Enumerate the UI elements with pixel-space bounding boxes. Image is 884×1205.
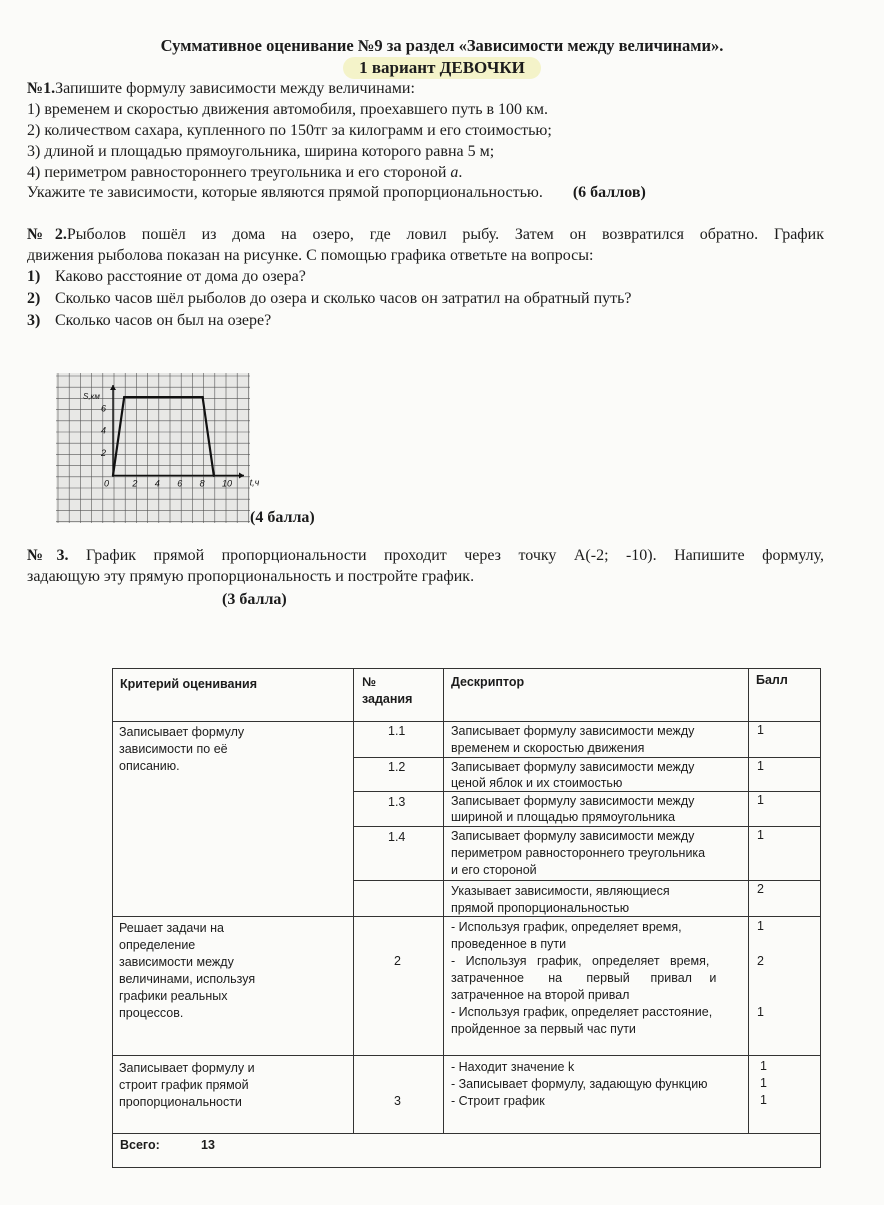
task1-item-4-end: . [458,164,463,181]
group3-score-1: 1 [760,1059,767,1073]
task3-points: (3 балла) [222,591,287,608]
task1-item-1: 1) временем и скоростью движения автомобиля, проехавшего путь в 100 км. [27,101,548,118]
task1-question-text: Укажите те зависимости, которые являются прямой пропорциональностью. [27,184,543,201]
table-header-sep [112,721,821,722]
table-border-right [820,668,821,1168]
row-1-2-score: 1 [757,759,764,773]
table-group-sep-2 [112,1055,821,1056]
row-1-3-score: 1 [757,793,764,807]
task2-q3-num: 3) [27,312,41,329]
group3-criterion-line1: Записывает формулу и [119,1061,255,1075]
task2-points: (4 балла) [250,509,315,526]
task2-q2-text: Сколько часов шёл рыболов до озера и сколько часов он затратил на обратный путь? [55,290,632,307]
group2-criterion-line6: процессов. [119,1006,184,1020]
group1-criterion-line2: зависимости по её [119,742,228,756]
task1-item-4 [27,164,462,182]
row-1-4-desc-3: и его стороной [451,863,537,877]
task2-question-2 [27,290,632,308]
row-1-2-desc-2: ценой яблок и их стоимостью [451,776,623,790]
task3-number: №3. [27,547,69,564]
y-tick-label: 6 [101,403,107,414]
task1-intro [27,80,415,98]
y-tick-label: 2 [101,448,107,459]
x-tick-label: 4 [154,478,160,489]
row-1-2-desc-1: Записывает формулу зависимости между [451,760,695,774]
task1-number: №1. [27,80,56,97]
group2-desc-3: - Используя график, определяет время, [451,954,710,968]
distance-point [123,396,125,398]
task1-item-4-text: 4) периметром равностороннего треугольника и его стороной [27,164,451,181]
task2-q1-num: 1) [27,268,41,285]
task2-text-line2: движения рыболова показан на рисунке. С помощью графика ответьте на вопросы: [27,247,594,264]
task1-question [27,184,646,202]
group3-desc-3: - Строит график [451,1094,545,1108]
group2-criterion-line3: зависимости между [119,955,234,969]
table-row-sep-3 [353,826,821,827]
row-1-2-no: 1.2 [388,760,406,774]
row-1-4-no: 1.4 [388,830,406,844]
row-1-1-desc-1: Записывает формулу зависимости между [451,724,695,738]
distance-point [201,396,203,398]
distance-point [112,474,114,476]
x-axis-label: t,ч [249,477,260,488]
group3-score-2: 1 [760,1076,767,1090]
group3-score-3: 1 [760,1093,767,1107]
task2-question-1 [27,268,306,286]
distance-point [213,474,215,476]
header-task-no-2: задания [362,692,413,706]
task2-q3-text: Сколько часов он был на озере? [55,312,272,329]
group2-score-1: 1 [757,919,764,933]
x-tick-label: 2 [132,478,138,489]
task2-text-line1 [27,226,824,244]
header-descriptor: Дескриптор [451,675,525,689]
row-1-3-desc-1: Записывает формулу зависимости между [451,794,695,808]
group2-desc-6: - Используя график, определяет расстояние, [451,1005,713,1019]
group2-criterion-line4: величинами, используя [119,972,256,986]
group2-task-no: 2 [394,954,401,968]
header-score: Балл [756,673,788,687]
group3-criterion-line2: строит график прямой [119,1078,249,1092]
task1-item-3: 3) длиной и площадью прямоугольника, ширина которого равна 5 м; [27,143,495,160]
group2-desc-5: затраченное на второй привал [451,988,630,1002]
row-1-4-desc-1: Записывает формулу зависимости между [451,829,695,843]
y-tick-label: 4 [101,425,107,436]
group3-desc-1: - Находит значение k [451,1060,575,1074]
group1-criterion-line1: Записывает формулу [119,725,245,739]
group2-criterion-line5: графики реальных [119,989,228,1003]
row-1-5-desc-2: прямой пропорциональностью [451,901,630,915]
table-total-sep [112,1133,821,1134]
task2-question-3 [27,312,271,330]
table-border-bottom [112,1167,821,1168]
fisherman-graph [56,373,260,523]
header-criterion: Критерий оценивания [120,677,258,691]
group2-desc-2: проведенное в пути [451,937,567,951]
group2-score-2: 2 [757,954,764,968]
table-col-sep-1 [353,668,354,1133]
row-1-4-score: 1 [757,828,764,842]
row-1-1-score: 1 [757,723,764,737]
group2-score-3: 1 [757,1005,764,1019]
table-row-sep-1 [353,757,821,758]
variant-label: 1 вариант ДЕВОЧКИ [343,57,541,79]
group2-desc-1: - Используя график, определяет время, [451,920,682,934]
task3-text1: График прямой пропорциональности проходит через точку A(-2; -10). Напишите формулу, [86,547,825,564]
group3-task-no: 3 [394,1094,401,1108]
group3-criterion-line3: пропорциональности [119,1095,242,1109]
task2-q2-num: 2) [27,290,41,307]
task1-points: (6 баллов) [572,184,646,201]
table-border-top [112,668,821,669]
x-tick-label: 10 [222,478,233,489]
table-border-left [112,668,113,1168]
header-task-no-1: № [362,675,376,689]
row-1-1-no: 1.1 [388,724,406,738]
group2-criterion-line1: Решает задачи на [119,921,224,935]
x-tick-label: 0 [104,478,110,489]
task3-text-line2: задающую эту прямую пропорциональность и постройте график. [27,568,475,585]
table-row-sep-4 [353,880,821,881]
y-axis-label: S,км [83,392,100,402]
x-tick-label: 8 [199,478,205,489]
group3-desc-2: - Записывает формулу, задающую функцию [451,1077,708,1091]
task2-q1-text: Каково расстояние от дома до озера? [55,268,306,285]
group2-desc-4: затраченное на первый привал и [451,971,717,985]
total-value: 13 [201,1138,215,1152]
row-1-5-score: 2 [757,882,764,896]
task1-item-4-var: a [450,164,459,181]
task1-intro-text: Запишите формулу зависимости между величинами: [55,80,415,97]
group1-criterion-line3: описанию. [119,759,180,773]
group2-desc-7: пройденное за первый час пути [451,1022,636,1036]
group2-criterion-line2: определение [119,938,196,952]
row-1-5-desc-1: Указывает зависимости, являющиеся [451,884,670,898]
row-1-3-no: 1.3 [388,795,406,809]
table-col-sep-3 [748,668,749,1133]
row-1-1-desc-2: временем и скоростью движения [451,741,645,755]
table-col-sep-2 [443,668,444,1133]
task2-number: №2. [27,226,67,243]
task3-text-line1 [27,547,824,565]
x-tick-label: 6 [177,478,183,489]
variant-heading [0,57,884,79]
row-1-4-desc-2: периметром равностороннего треугольника [451,846,706,860]
total-label: Всего: [120,1138,160,1152]
page-title: Суммативное оценивание №9 за раздел «Зависимости между величинами». [160,36,724,55]
task1-item-2: 2) количеством сахара, купленного по 150тг за килограмм и его стоимостью; [27,122,552,139]
row-1-3-desc-2: шириной и площадью прямоугольника [451,810,676,824]
task2-text1: Рыболов пошёл из дома на озеро, где ловил рыбу. Затем он возвратился обратно. График [66,226,825,243]
